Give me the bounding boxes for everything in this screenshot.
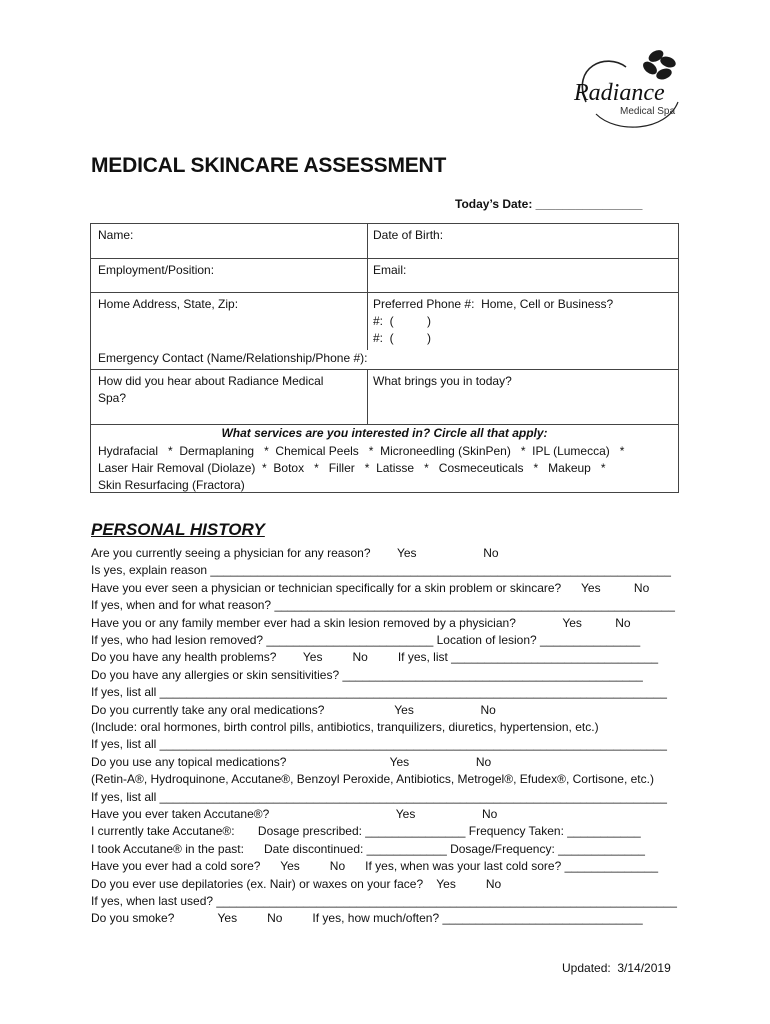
radiance-logo — [566, 42, 696, 134]
employment-field[interactable]: Employment/Position: — [98, 263, 215, 277]
history-question[interactable]: Is yes, explain reason _____________________________________________________________________ — [91, 563, 671, 578]
flower-icon — [641, 48, 678, 82]
history-question[interactable]: If yes, when and for what reason? ____________________________________________________________ — [91, 598, 675, 613]
history-question[interactable]: Have you ever taken Accutane®? Yes No — [91, 807, 498, 821]
history-question[interactable]: If yes, list all ____________________________________________________________________________ — [91, 737, 667, 752]
table-rule — [91, 369, 678, 370]
dob-field[interactable]: Date of Birth: — [373, 228, 444, 242]
services-line-1[interactable]: Hydrafacial * Dermaplaning * Chemical Peels * Microneedling (SkinPen) * IPL (Lumecca) * — [98, 444, 625, 458]
address-field[interactable]: Home Address, State, Zip: — [98, 297, 239, 311]
history-question[interactable]: (Include: oral hormones, birth control pills, antibiotics, tranquilizers, diuretics, hypertension, etc.) — [91, 720, 599, 734]
email-field[interactable]: Email: — [373, 263, 407, 277]
history-question[interactable]: Do you use any topical medications? Yes No — [91, 754, 492, 769]
table-divider — [367, 369, 368, 424]
history-question[interactable]: Do you have any health problems? Yes No If yes, list _______________________________ — [91, 650, 659, 665]
history-question[interactable]: Do you smoke? Yes No If yes, how much/often? ______________________________ — [91, 911, 643, 926]
table-rule — [91, 424, 678, 425]
table-rule — [91, 292, 678, 293]
brings-you-field[interactable]: What brings you in today? — [373, 374, 512, 388]
history-question[interactable]: Have you ever had a cold sore? Yes No If yes, when was your last cold sore? ______________ — [91, 859, 659, 874]
services-line-3[interactable]: Skin Resurfacing (Fractora) — [98, 478, 245, 492]
emergency-contact-field[interactable]: Emergency Contact (Name/Relationship/Phone #): — [98, 351, 368, 365]
history-question[interactable]: I took Accutane® in the past: Date discontinued: ____________ Dosage/Frequency: _____________ — [91, 841, 645, 856]
history-question[interactable]: Are you currently seeing a physician for any reason? Yes No — [91, 546, 499, 560]
history-question[interactable]: If yes, list all ____________________________________________________________________________ — [91, 685, 667, 700]
history-question[interactable]: If yes, list all ____________________________________________________________________________ — [91, 789, 667, 804]
logo-subtitle: Medical Spa — [620, 106, 676, 117]
table-divider — [367, 224, 368, 350]
logo-name: Radiance — [574, 80, 665, 106]
todays-date-field[interactable]: Today’s Date: ________________ — [455, 197, 643, 211]
history-question[interactable]: Have you ever seen a physician or technician specifically for a skin problem or skincare? Yes No — [91, 580, 650, 595]
history-question[interactable]: I currently take Accutane®: Dosage prescribed: _______________ Frequency Taken: ___________ — [91, 824, 641, 839]
info-table — [90, 223, 679, 493]
history-question[interactable]: Do you currently take any oral medications? Yes No — [91, 702, 496, 717]
phone-line-2[interactable]: #: ( ) — [373, 331, 432, 345]
page-title: MEDICAL SKINCARE ASSESSMENT — [91, 154, 447, 177]
personal-history-title: PERSONAL HISTORY — [91, 520, 265, 539]
history-question[interactable]: Have you or any family member ever had a skin lesion removed by a physician? Yes No — [91, 615, 631, 630]
table-rule — [91, 258, 678, 259]
history-question[interactable]: If yes, when last used? _____________________________________________________________________ — [91, 894, 677, 908]
updated-date: Updated: 3/14/2019 — [562, 961, 671, 975]
phone-line-1[interactable]: #: ( ) — [373, 314, 432, 328]
name-field[interactable]: Name: — [98, 228, 134, 242]
hear-about-field[interactable]: How did you hear about Radiance Medical Spa? — [98, 374, 324, 405]
history-question[interactable]: Do you ever use depilatories (ex. Nair) or waxes on your face? Yes No — [91, 876, 502, 891]
history-question[interactable]: (Retin-A®, Hydroquinone, Accutane®, Benzoyl Peroxide, Antibiotics, Metrogel®, Efudex®, Cortisone, etc.) — [91, 772, 654, 787]
services-heading: What services are you interested in? Circle all that apply: — [221, 426, 548, 440]
services-line-2[interactable]: Laser Hair Removal (Diolaze) * Botox * Filler * Latisse * Cosmeceuticals * Makeup * — [98, 461, 606, 475]
history-question[interactable]: If yes, who had lesion removed? _________________________ Location of lesion? _______________ — [91, 633, 641, 647]
phone-field[interactable]: Preferred Phone #: Home, Cell or Business? — [373, 297, 614, 311]
history-question[interactable]: Do you have any allergies or skin sensitivities? _____________________________________________ — [91, 667, 643, 682]
